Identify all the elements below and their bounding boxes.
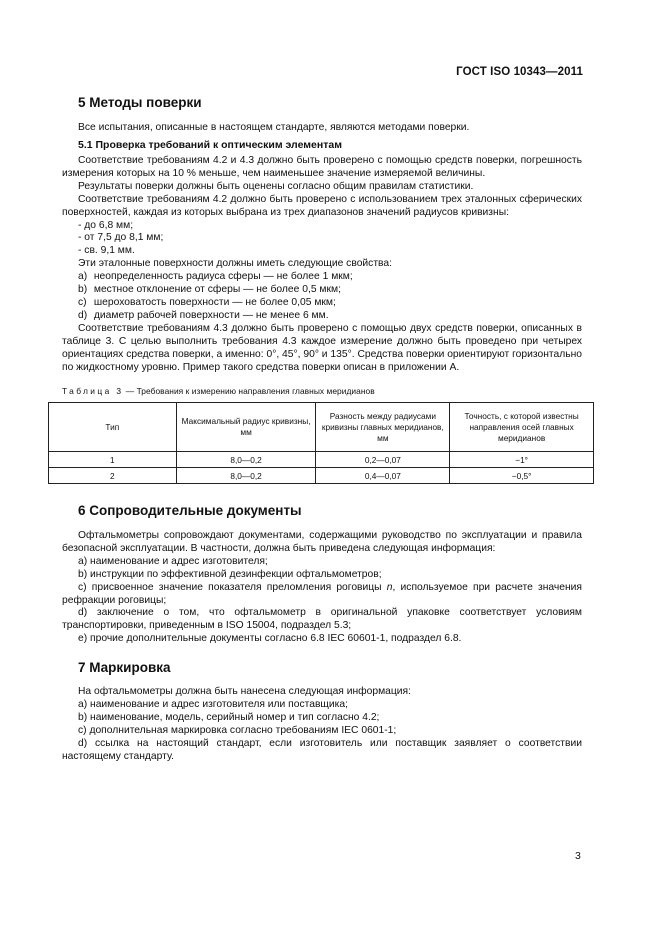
list-item: d) ссылка на настоящий стандарт, если изготовитель или поставщик заявляет о соответствии настоящему стандарту. — [62, 737, 582, 762]
paragraph: Соответствие требованиям 4.3 должно быть проверено с помощью двух средств поверки, описанных в таблице 3. С целью выполнить требования 4.3 каждое измерение должно быть проведено при четырех ориентациях средства поверки, а именно: 0°, 45°, 90° и 135°. Средства поверки ориентируют горизонтально по жидкостному уровню. Пример такого средства поверки описан в приложении А. — [62, 322, 582, 373]
table-cell: 2 — [49, 468, 177, 484]
table-cell: 0,2—0,07 — [316, 452, 450, 468]
list-item: b) местное отклонение от сферы — не более 0,5 мкм; — [78, 284, 341, 296]
document-code: ГОСТ ISO 10343—2011 — [456, 66, 583, 78]
page-number: 3 — [575, 850, 581, 862]
column-header: Разность между радиусами кривизны главных меридианов, мм — [316, 403, 450, 452]
list-item: a) наименование и адрес изготовителя; — [78, 555, 268, 567]
paragraph: Результаты поверки должны быть оценены согласно общим правилам статистики. — [78, 180, 474, 192]
column-header: Точность, с которой известны направления осей главных меридианов — [450, 403, 594, 452]
list-item: c) присвоенное значение показателя преломления роговицы n, используемое при расчете значения рефракции роговицы; — [62, 581, 582, 606]
table-row — [49, 452, 594, 468]
list-item: - до 6,8 мм; — [78, 219, 134, 231]
table-header-row — [49, 403, 594, 452]
paragraph: Эти эталонные поверхности должны иметь следующие свойства: — [78, 258, 392, 270]
table-caption: Таблица 3 — Требования к измерению направления главных меридианов — [62, 386, 375, 396]
list-item: b) инструкции по эффективной дезинфекции офтальмометров; — [78, 568, 382, 580]
section-7-body — [62, 686, 582, 763]
table-cell: 0,4—0,07 — [316, 468, 450, 484]
section-6-body — [62, 530, 582, 646]
list-item: b) наименование, модель, серийный номер и тип согласно 4.2; — [78, 711, 380, 723]
column-header: Тип — [49, 403, 177, 452]
list-item: c) дополнительная маркировка согласно требованиям IEC 0601-1; — [78, 724, 397, 736]
list-item: a) наименование и адрес изготовителя или поставщика; — [78, 698, 348, 710]
list-item: d) заключение о том, что офтальмометр в оригинальной упаковке соответствует условиям транспортировки, приведенным в ISO 15004, подраздел 5.3; — [62, 607, 582, 632]
paragraph: Соответствие требованиям 4.2 должно быть проверено с использованием трех эталонных сферических поверхностей, каждая из которых выбрана из трех диапазонов значений радиусов кривизны: — [62, 193, 582, 218]
list-item: a) неопределенность радиуса сферы — не более 1 мкм; — [78, 271, 353, 283]
list-item: - от 7,5 до 8,1 мм; — [78, 232, 164, 244]
table-cell: 8,0—0,2 — [176, 452, 316, 468]
section-5-title: 5 Методы поверки — [78, 95, 202, 110]
column-header: Максимальный радиус кривизны, мм — [176, 403, 316, 452]
requirements-table — [48, 402, 594, 484]
section-5-intro: Все испытания, описанные в настоящем стандарте, являются методами поверки. — [78, 122, 470, 133]
section-7-title: 7 Маркировка — [78, 660, 171, 675]
list-item: - св. 9,1 мм. — [78, 245, 135, 257]
subsection-5-1-title: 5.1 Проверка требований к оптическим элементам — [78, 139, 342, 151]
paragraph: Соответствие требованиям 4.2 и 4.3 должно быть проверено с помощью средств поверки, погрешность измерения которых на 10 % меньше, чем наименьшее значение измеряемой величины. — [62, 155, 582, 179]
paragraph: Офтальмометры сопровождают документами, содержащими руководство по эксплуатации и правила безопасной эксплуатации. В частности, должна быть приведена следующая информация: — [62, 530, 582, 554]
list-item: c) шероховатость поверхности — не более 0,05 мкм; — [78, 296, 336, 308]
paragraph: На офтальмометры должна быть нанесена следующая информация: — [78, 686, 411, 697]
table-cell: 8,0—0,2 — [176, 468, 316, 484]
section-6-title: 6 Сопроводительные документы — [78, 503, 302, 518]
table-cell: −1° — [450, 452, 594, 468]
list-item: e) прочие дополнительные документы согласно 6.8 IEC 60601-1, подраздел 6.8. — [78, 633, 462, 645]
list-item: d) диаметр рабочей поверхности — не менее 6 мм. — [78, 309, 329, 321]
section-5-body — [62, 155, 582, 374]
table-cell: −0,5° — [450, 468, 594, 484]
table-cell: 1 — [49, 452, 177, 468]
table-row — [49, 468, 594, 484]
